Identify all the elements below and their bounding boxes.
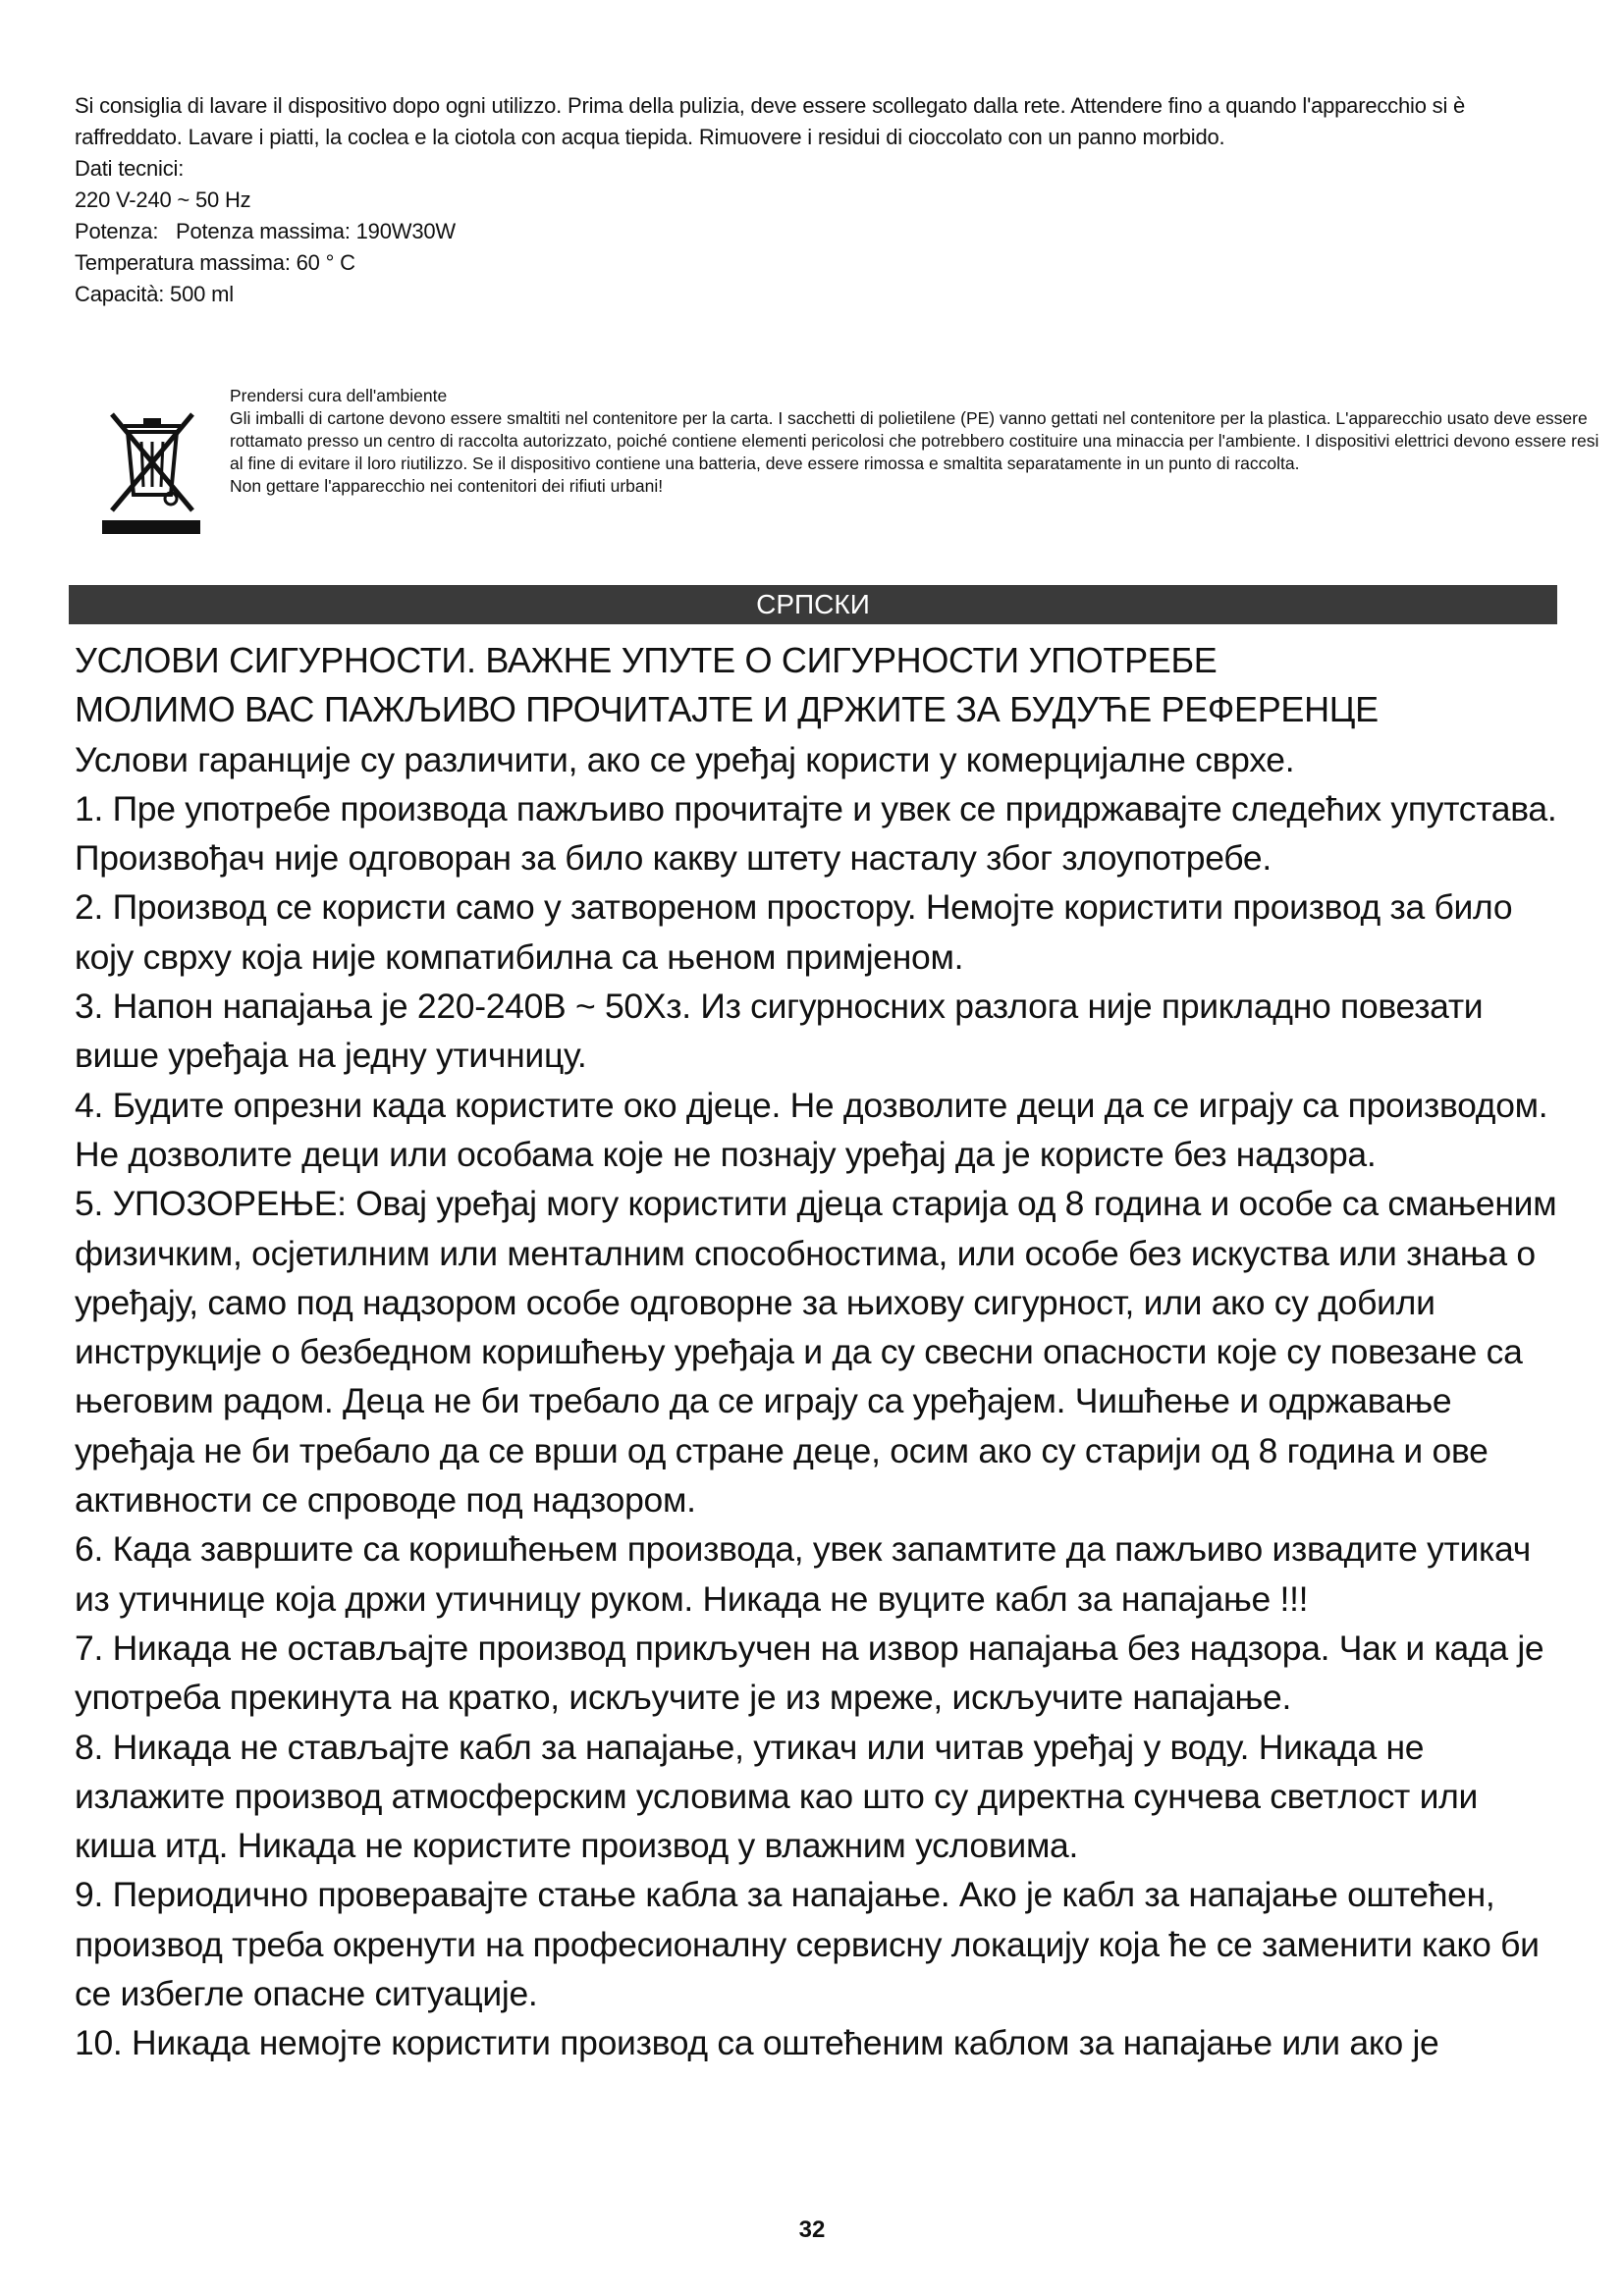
serbian-section — [75, 636, 1567, 2068]
safety-item: 7. Никада не остављајте производ прикључен на извор напајања без надзора. Чак и када је употреба прекинута на кратко, искључите је из мреже, искључите напајање. — [75, 1628, 1544, 1718]
environment-text — [230, 385, 1604, 498]
spec-capacity: Capacità: 500 ml — [75, 282, 234, 306]
italian-section — [75, 90, 1557, 310]
safety-item: 2. Производ се користи само у затвореном простору. Немојте користити производ за било коју сврху која није компатибилна са њеном примјеном. — [75, 887, 1513, 977]
safety-item: 3. Напон напајања је 220-240В ~ 50Хз. Из сигурносних разлога није прикладно повезати више уређаја на једну утичницу. — [75, 987, 1484, 1076]
safety-item: 6. Када завршите са коришћењем производа, увек запамтите да пажљиво извадите утикач из утичнице која држи утичницу руком. Никада не вуците кабл за напајање !!! — [75, 1529, 1531, 1619]
spec-power: Potenza: Potenza massima: 190W30W — [75, 219, 456, 243]
safety-item: 1. Пре употребе производа пажљиво прочитајте и увек се придржавајте следећих упутстава. Произвођач није одговоран за било какву штету насталу због злоупотребе. — [75, 788, 1557, 879]
crossed-out-wheelie-bin-icon — [98, 404, 204, 537]
environment-notice — [98, 385, 1599, 542]
cleaning-paragraph: Si consiglia di lavare il dispositivo dopo ogni utilizzo. Prima della pulizia, deve essere scollegato dalla rete. Attendere fino a quando l'apparecchio si è raffreddato. Lavare i piatti, la coclea e la ciotola con acqua tiepida. Rimuovere i residui di cioccolato con un panno morbido. — [75, 93, 1466, 149]
safety-item: 5. УПОЗОРЕЊЕ: Овај уређај могу користити дјеца старија од 8 година и особе са смањеним физичким, осјетилним или менталним способностима, или особе без искуства или знања о уређају, само под надзором особе одговорне за њихову сигурност, или ако су добили инструкције о безбедном коришћењу уређаја и да су свесни опасности које су повезане са његовим радом. Деца не би требало да се играју са уређајем. Чишћење и одржавање уређаја не би требало да се врши од стране деце, осим ако су старији од 8 година и ове активности се спроводе под надзором. — [75, 1184, 1557, 1521]
environment-body: Gli imballi di cartone devono essere smaltiti nel contenitore per la carta. I sacchetti di polietilene (PE) vanno gettati nel contenitore per la plastica. L'apparecchio usato deve essere rottamato presso un centro di raccolta autorizzato, poiché contiene elementi pericolosi che potrebbero costituire una minaccia per l'ambiente. I dispositivi elettrici devono essere resi al fine di evitare il loro riutilizzo. Se il dispositivo contiene una batteria, deve essere rimossa e smaltita separatamente in un punto di raccolta. — [230, 408, 1599, 473]
spec-temperature: Temperatura massima: 60 ° C — [75, 250, 355, 275]
spec-title: Dati tecnici: — [75, 156, 185, 181]
safety-item: 10. Никада немојте користити производ са оштећеним каблом за напајање или ако је — [75, 2023, 1439, 2063]
safety-heading: УСЛОВИ СИГУРНОСТИ. ВАЖНЕ УПУТЕ О СИГУРНОСТИ УПОТРЕБЕ — [75, 640, 1218, 680]
read-carefully-heading: МОЛИМО ВАС ПАЖЉИВО ПРОЧИТАЈТЕ И ДРЖИТЕ ЗА БУДУЋЕ РЕФЕРЕНЦЕ — [75, 689, 1379, 730]
safety-item: 9. Периодично проверавајте стање кабла за напајање. Ако је кабл за напајање оштећен, производ треба окренути на професионалну сервисну локацију која ће се заменити како би се избегле опасне ситуације. — [75, 1875, 1540, 2014]
spec-voltage: 220 V-240 ~ 50 Hz — [75, 187, 251, 212]
environment-title: Prendersi cura dell'ambiente — [230, 386, 448, 405]
language-section-bar: СРПСКИ — [69, 585, 1557, 624]
safety-item: 8. Никада не стављајте кабл за напајање, утикач или читав уређај у воду. Никада не излажите производ атмосферским условима као што су директна сунчева светлост или киша итд. Никада не користите производ у влажним условима. — [75, 1727, 1479, 1866]
warranty-intro: Услови гаранције су различити, ако се уређај користи у комерцијалне сврхе. — [75, 739, 1295, 779]
environment-warning: Non gettare l'apparecchio nei contenitori dei rifiuti urbani! — [230, 476, 664, 496]
page-number: 32 — [798, 2216, 826, 2243]
safety-item: 4. Будите опрезни када користите око дјеце. Не дозволите деци да се играју са производом. Не дозволите деци или особама које не познају уређај да је користе без надзора. — [75, 1085, 1548, 1174]
